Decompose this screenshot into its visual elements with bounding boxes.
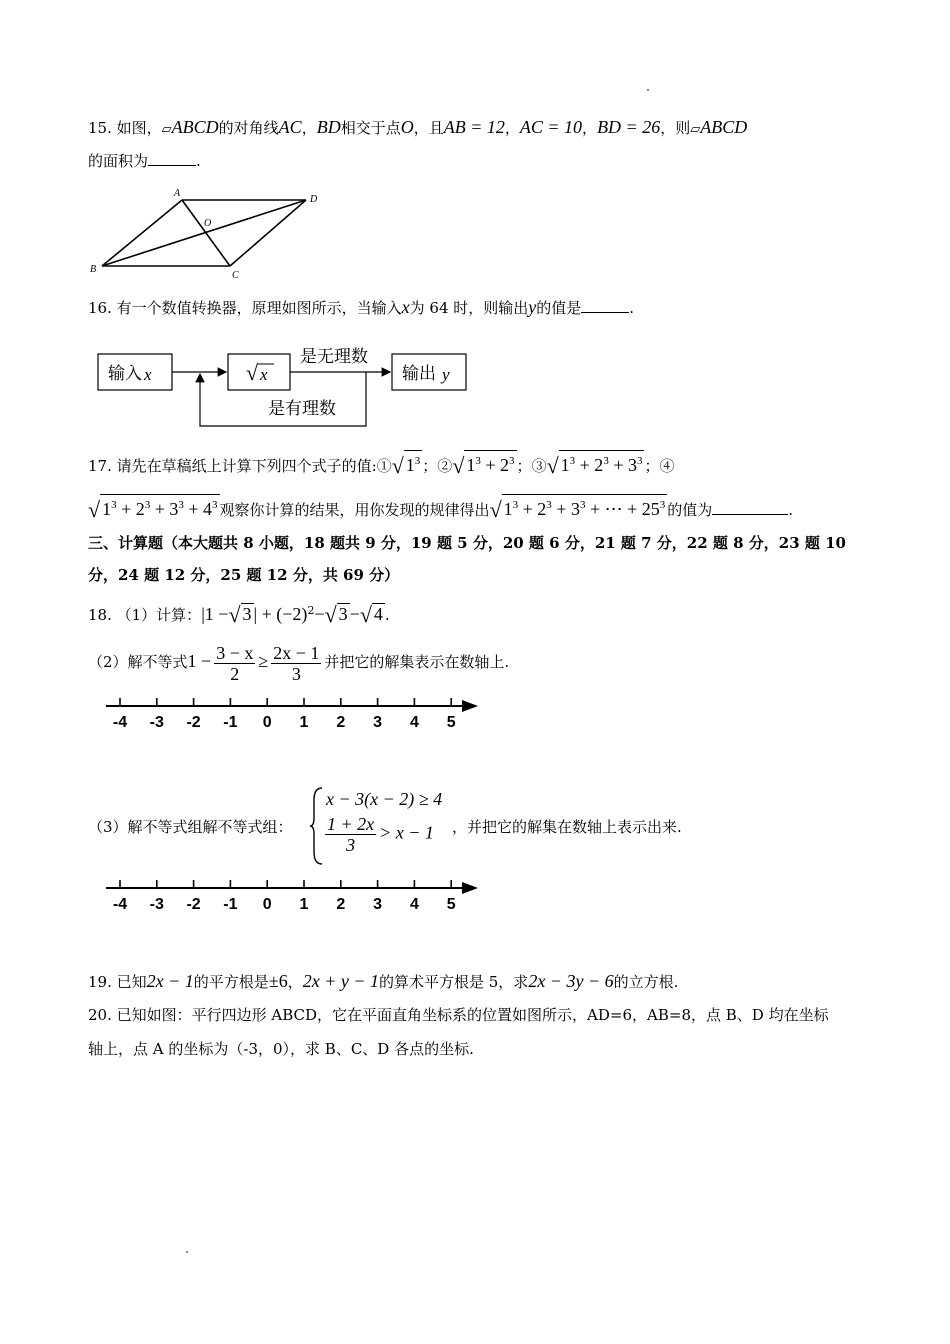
q18-p2-expr: 1 − xyxy=(187,651,212,671)
diagonal-bd xyxy=(102,200,306,266)
q17-expr-5: $1^3 + 2^3 + 3^3$ + ⋯ + $25^3$ xyxy=(502,494,668,519)
q17-sep: ； xyxy=(422,457,438,475)
q15-text: ， xyxy=(582,119,598,137)
q18-p2-fraction2: $\frac{2x - 1}{3}$ xyxy=(273,642,320,684)
q18-p3-fraction: $\frac{1 + 2x}{3}$ xyxy=(327,814,375,855)
vertex-label-b: B xyxy=(90,264,97,275)
axis-tick-label: 1 xyxy=(299,896,309,913)
q18-number: 18. xyxy=(88,606,112,624)
answer-blank[interactable] xyxy=(581,298,629,313)
q20-number: 20. xyxy=(88,1006,112,1024)
flow-input-x: x xyxy=(144,365,152,384)
axis-tick-label: 0 xyxy=(262,896,272,913)
edge-cd xyxy=(230,200,306,266)
q17-text: 观察你计算的结果，用你发现的规律得出 xyxy=(219,501,490,519)
q18-p1-end: . xyxy=(384,606,390,624)
axis-ticks xyxy=(113,698,456,731)
axis-tick-label: 1 xyxy=(299,714,309,731)
q15-ac: AC xyxy=(278,117,302,137)
radical-icon: √ xyxy=(359,602,372,627)
decorative-dot xyxy=(186,1251,188,1253)
q19-expr3: 2x − 3y − 6 xyxy=(528,971,614,991)
axis-tick-label: 4 xyxy=(409,896,419,913)
decorative-dot xyxy=(647,89,649,91)
q19-value: ±6 xyxy=(268,971,288,991)
q15-text: ，且 xyxy=(413,119,444,137)
q17-end: . xyxy=(788,501,794,519)
q15-text: 的对角线 xyxy=(218,119,279,137)
number-line-1[interactable] xyxy=(100,696,484,736)
axis-tick-label: -1 xyxy=(223,714,238,731)
q18-p3-label: （3）解不等式组解不等式组： xyxy=(88,818,293,836)
q18-p1-expr: − xyxy=(314,604,325,624)
axis-tick-label: 5 xyxy=(446,714,456,731)
q17-sep: ； xyxy=(644,457,660,475)
q18-p2-label: （2）解不等式 xyxy=(88,653,188,671)
q17-circle-4: ④ xyxy=(659,457,675,475)
axis-tick-label: 2 xyxy=(336,896,346,913)
q19-expr1: 2x − 1 xyxy=(146,971,194,991)
q15-text: ， xyxy=(504,119,520,137)
q18-p1-square: 2 xyxy=(307,604,315,617)
answer-blank[interactable] xyxy=(148,151,196,166)
q15-text: 如图， xyxy=(116,119,162,137)
q16-y: y xyxy=(528,297,537,317)
vertex-label-d: D xyxy=(310,194,318,205)
q15-text: 相交于点 xyxy=(340,119,401,137)
axis-tick-label: 3 xyxy=(373,896,383,913)
q15-text: 的面积为 xyxy=(88,152,149,170)
converter-flowchart xyxy=(96,340,476,432)
q15-ab-eq: AB = 12 xyxy=(443,117,505,137)
axis-tick-label: -4 xyxy=(112,896,128,913)
number-line-2[interactable] xyxy=(100,878,484,918)
radical-icon: √ xyxy=(88,497,101,522)
q18-part1 xyxy=(88,598,390,628)
q18-p3-inequality1: x − 3(x − 2) ≥ 4 xyxy=(326,789,443,809)
axis-tick-label: 2 xyxy=(336,714,346,731)
axis-tick-label: 0 xyxy=(262,714,272,731)
q18-p1-expr: | + (−2) xyxy=(253,604,308,624)
vertex-label-o: O xyxy=(204,218,212,229)
flow-input-label: 输入 xyxy=(108,364,142,384)
radical-icon: √ xyxy=(324,602,337,627)
q18-part2 xyxy=(88,638,509,685)
q17-line2 xyxy=(88,494,793,523)
q15-bd: BD xyxy=(316,117,341,137)
vertex-label-a: A xyxy=(174,188,181,199)
q19-text: ， xyxy=(287,973,303,991)
parallelogram-figure xyxy=(88,186,328,278)
axis-tick-label: -1 xyxy=(223,896,238,913)
flow-irrational-label: 是无理数 xyxy=(300,347,368,367)
q18-p2-tail: 并把它的解集表示在数轴上. xyxy=(324,653,510,671)
radical-icon: √ xyxy=(489,497,502,522)
answer-blank[interactable] xyxy=(712,500,788,515)
q18-p1-label: （1）计算： xyxy=(116,606,202,624)
q17-number: 17. xyxy=(88,457,112,475)
q17-expr-1: $1^3$ xyxy=(404,450,423,475)
q17-sep: ； xyxy=(516,457,532,475)
flow-output-y: y xyxy=(442,365,450,384)
radical-icon: √ xyxy=(228,602,241,627)
axis-tick-label: 3 xyxy=(373,714,383,731)
q17-line1 xyxy=(88,450,675,479)
q19-expr2: 2x + y − 1 xyxy=(302,971,379,991)
q15-number: 15. xyxy=(88,119,112,137)
section3-heading-line1: 三、计算题（本大题共 8 小题，18 题共 9 分，19 题 5 分，20 题 6 分，21 题 7 分，22 题 8 分，23 题 10 xyxy=(88,534,846,552)
q19-line xyxy=(88,970,678,993)
q17-text: 请先在草稿纸上计算下列四个式子的值:① xyxy=(116,457,392,475)
axis-tick-label: -3 xyxy=(149,714,164,731)
q16-number: 16. xyxy=(88,299,112,317)
q18-p3-tail: ，并把它的解集在数轴上表示出来. xyxy=(452,818,682,836)
q20-line2: 轴上，点 A 的坐标为（-3，0），求 B、C、D 各点的坐标. xyxy=(88,1040,474,1058)
q15-o: O xyxy=(400,117,414,137)
q17-expr-2: $1^3 + 2^3$ xyxy=(464,450,516,475)
q18-p1-sqrt4: 4 xyxy=(373,604,383,624)
parallelogram-symbol: ▱ xyxy=(690,122,701,137)
section3-heading-line2: 分，24 题 12 分，25 题 12 分，共 69 分） xyxy=(88,566,400,584)
parallelogram-symbol: ▱ xyxy=(161,122,172,137)
vertex-label-c: C xyxy=(232,270,239,278)
q15-text: ， xyxy=(301,119,317,137)
q15-abcd: ABCD xyxy=(700,117,748,137)
axis-tick-label: -2 xyxy=(186,714,201,731)
q17-circle-2: ② xyxy=(437,457,453,475)
diagonal-ac xyxy=(182,200,230,266)
q18-p1-expr: − xyxy=(349,604,360,624)
q15-end: . xyxy=(196,152,201,170)
q15-abcd: ABCD xyxy=(171,117,219,137)
q20-text: 已知如图：平行四边形 ABCD，它在平面直角坐标系的位置如图所示，AD=6，AB=8，点 B、D 均在坐标 xyxy=(116,1006,829,1024)
q18-p1-expr: |1 − xyxy=(201,604,229,624)
q15-ac-eq: AC = 10 xyxy=(519,117,583,137)
q18-p2-ge: ≥ xyxy=(258,651,269,671)
axis-tick-label: 5 xyxy=(446,896,456,913)
q16-end: . xyxy=(629,299,635,317)
q16-x: x xyxy=(401,297,410,317)
axis-tick-label: -4 xyxy=(112,714,128,731)
q15-text: ，则 xyxy=(660,119,691,137)
q17-expr-4: $1^3 + 2^3 + 3^3 + 4^3$ xyxy=(100,494,219,519)
q18-p3-rest: > x − 1 xyxy=(379,822,434,843)
sqrt-box xyxy=(228,354,290,390)
flow-rational-label: 是有理数 xyxy=(268,399,336,419)
q16-text: 的值是 xyxy=(536,299,582,317)
q16-text: 有一个数值转换器，原理如图所示，当输入 xyxy=(116,299,402,317)
q17-text: 的值为 xyxy=(667,501,713,519)
q19-text: 的立方根. xyxy=(613,973,679,991)
radical-icon: √ xyxy=(546,453,559,478)
edge-ab xyxy=(102,200,182,266)
q18-p2-fraction1: $\frac{3 - x}{2}$ xyxy=(216,642,254,684)
q15-line1 xyxy=(88,116,747,141)
q15-line2 xyxy=(88,150,201,172)
q15-bd-eq: BD = 26 xyxy=(597,117,661,137)
q19-text: 已知 xyxy=(116,973,147,991)
q18-p3-inequality2 xyxy=(322,814,434,855)
q16-text: 为 64 时，则输出 xyxy=(409,299,529,317)
axis-arrow-icon xyxy=(462,700,478,712)
q18-p1-sqrt3: 3 xyxy=(338,604,348,624)
radical-icon: √ xyxy=(452,453,465,478)
axis-ticks xyxy=(113,880,456,913)
axis-tick-label: 4 xyxy=(409,714,419,731)
q17-expr-3: $1^3 + 2^3 + 3^3$ xyxy=(559,450,645,475)
q17-circle-3: ③ xyxy=(531,457,547,475)
axis-tick-label: -2 xyxy=(186,896,201,913)
axis-arrow-icon xyxy=(462,882,478,894)
q18-p1-sqrt3: 3 xyxy=(242,604,252,624)
q19-text: 的平方根是 xyxy=(193,973,269,991)
q19-number: 19. xyxy=(88,973,112,991)
flow-sqrt-symbol: √ xyxy=(246,360,259,385)
axis-tick-label: -3 xyxy=(149,896,164,913)
radical-icon: √ xyxy=(391,453,404,478)
flow-output-label: 输出 xyxy=(402,364,436,384)
q16-line xyxy=(88,296,634,319)
q19-text: 的算术平方根是 5，求 xyxy=(379,973,529,991)
q20-line1 xyxy=(88,1004,829,1026)
flow-sqrt-x: x xyxy=(260,365,268,384)
